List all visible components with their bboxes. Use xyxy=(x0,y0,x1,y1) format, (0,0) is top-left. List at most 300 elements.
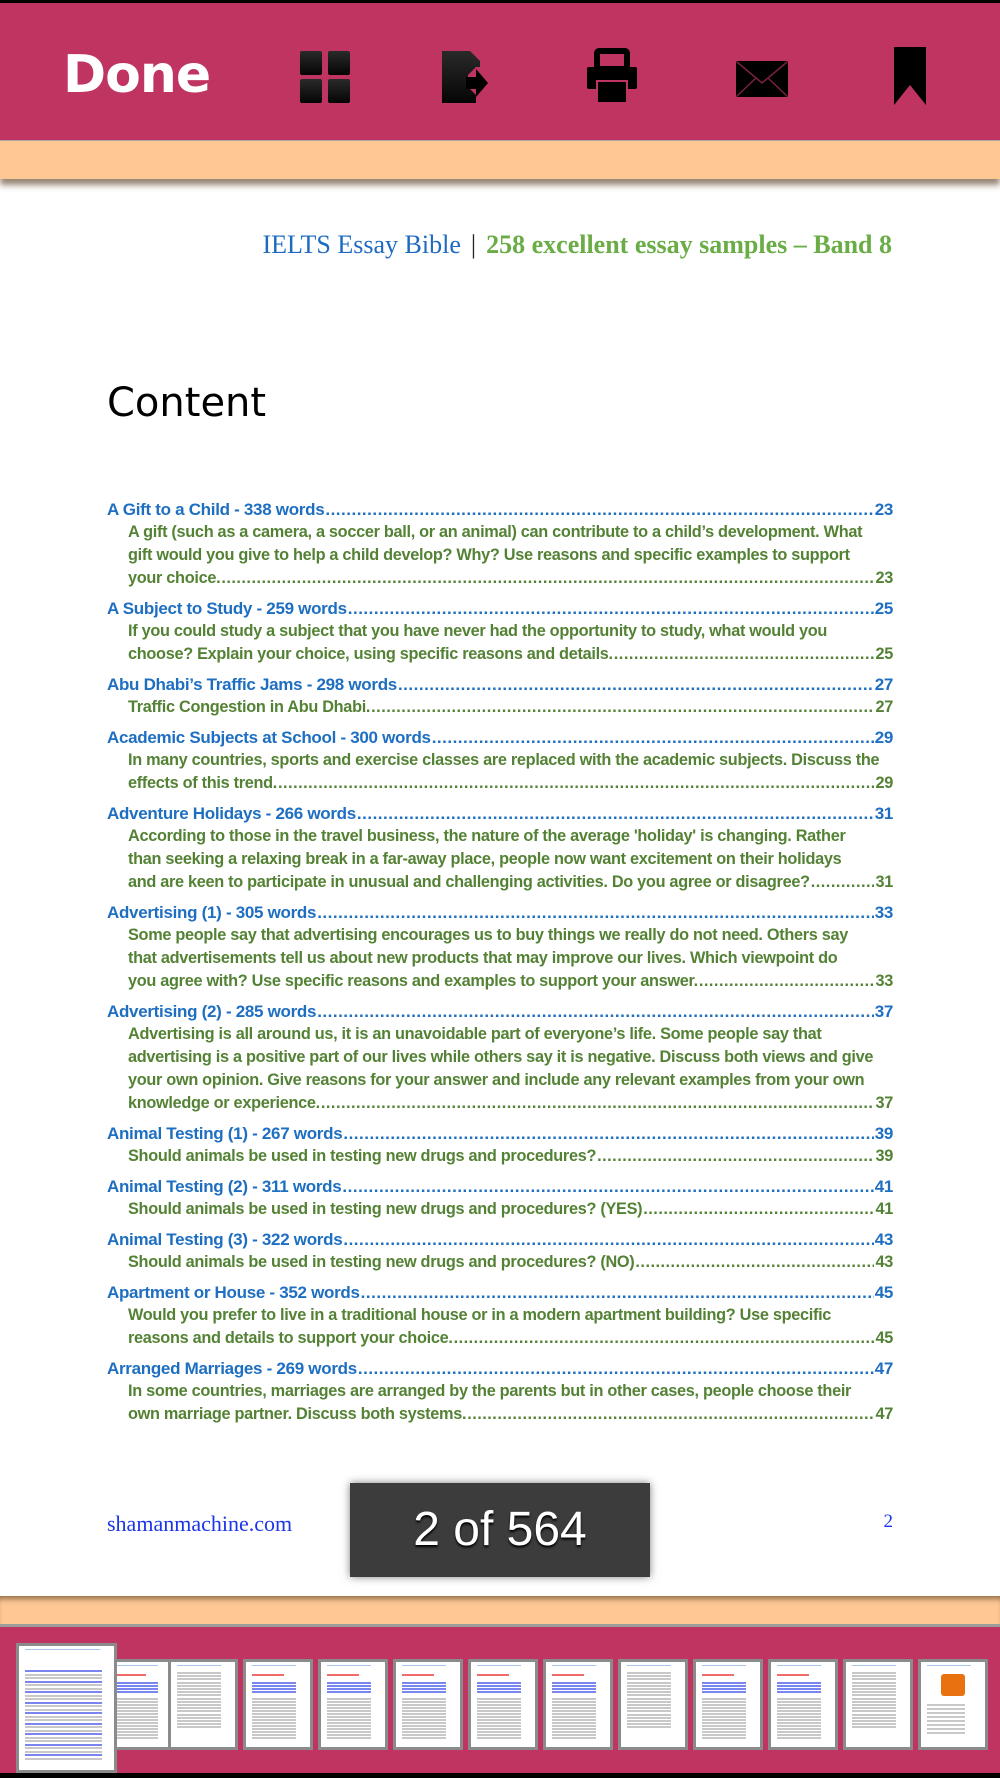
toc-subtitle-text: Some people say that advertising encourages us to buy things we really do not need. Others say xyxy=(128,926,849,944)
thumbnail-text-line xyxy=(702,1688,746,1690)
thumbnail-text-line xyxy=(114,1685,158,1687)
toc-title-link[interactable] xyxy=(107,673,893,696)
thumbnail-text-line xyxy=(852,1682,896,1684)
toc-page-number: 37 xyxy=(875,1094,893,1112)
thumbnail-text-line xyxy=(177,1675,221,1677)
thumbnail-text-line xyxy=(177,1698,221,1700)
thumbnail-text-line xyxy=(852,1723,896,1725)
thumbnail-text-line xyxy=(402,1701,446,1703)
toc-subtitle-link[interactable] xyxy=(107,1251,893,1274)
toc-subtitle-text: that advertisements tell us about new products that may improve our lives. Which viewpoint do xyxy=(128,949,838,967)
thumbnail-text-line xyxy=(852,1698,896,1700)
thumbnail-text-line xyxy=(552,1722,596,1724)
thumbnail-text-line xyxy=(252,1719,296,1721)
thumbnail-text-line xyxy=(777,1731,821,1733)
thumbnail-text-line xyxy=(402,1737,446,1739)
toc-title-link[interactable] xyxy=(107,498,893,521)
thumbnail-text-line xyxy=(777,1728,821,1730)
thumbnail-text-line xyxy=(852,1691,896,1693)
thumbnail-text-line xyxy=(702,1707,746,1709)
thumbnail-text-line xyxy=(702,1698,746,1700)
page-thumbnail[interactable] xyxy=(918,1659,988,1750)
toc-subtitle-text: In many countries, sports and exercise classes are replaced with the academic subjects. Discuss the xyxy=(128,751,880,769)
toc-subtitle-text: Would you prefer to live in a traditional house or in a modern apartment building? Use specific xyxy=(128,1306,832,1324)
thumbnail-text-line xyxy=(25,1670,102,1672)
thumbnail-text-line xyxy=(477,1713,521,1715)
thumbnail-text-line xyxy=(477,1704,521,1706)
thumbnail-text-line xyxy=(927,1665,971,1666)
page-thumbnail[interactable] xyxy=(243,1659,313,1750)
thumbnail-text-line xyxy=(252,1704,296,1706)
thumbnail-text-line xyxy=(402,1710,446,1712)
thumbnail-text-line xyxy=(477,1665,521,1666)
thumbnail-text-line xyxy=(777,1722,821,1724)
thumbnail-text-line xyxy=(627,1698,671,1700)
thumbnail-text-line xyxy=(552,1698,596,1700)
thumbnail-text-line xyxy=(777,1698,821,1700)
toc-title-link[interactable] xyxy=(107,1228,893,1251)
toc-subtitle-line xyxy=(128,544,893,567)
thumbnail-text-line xyxy=(702,1719,746,1721)
toc-page-number: 45 xyxy=(875,1329,893,1347)
thumbnail-text-line xyxy=(627,1694,671,1696)
thumbnail-text-line xyxy=(252,1707,296,1709)
toc-title-link[interactable] xyxy=(107,1357,893,1380)
toc-subtitle-text: If you could study a subject that you have never had the opportunity to study, what would you xyxy=(128,622,828,640)
thumbnail-text-line xyxy=(627,1675,671,1677)
toc-subtitle-text: knowledge or experience. xyxy=(128,1094,320,1112)
toc-leader-dots xyxy=(643,1198,874,1221)
toc-subtitle-text: Advertising is all around us, it is an unavoidable part of everyone’s life. Some people say that xyxy=(128,1025,822,1043)
thumbnail-text-line xyxy=(477,1725,521,1727)
page-thumbnail[interactable] xyxy=(168,1659,238,1750)
thumbnail-text-line xyxy=(927,1708,965,1710)
thumbnail-text-line xyxy=(402,1734,446,1736)
thumbnail-text-line xyxy=(477,1734,521,1736)
thumbnail-text-line xyxy=(552,1688,596,1690)
toc-subtitle-line xyxy=(128,848,893,871)
toc-page-number: 43 xyxy=(874,1230,893,1249)
toc-subtitle-link[interactable] xyxy=(107,1198,893,1221)
export-icon[interactable] xyxy=(438,47,494,107)
thumbnail-text-line xyxy=(627,1714,671,1716)
toc-subtitle-text: effects of this trend. xyxy=(128,774,277,792)
thumbnail-text-line xyxy=(552,1665,596,1666)
page-thumbnail[interactable] xyxy=(768,1659,838,1750)
thumbnail-text-line xyxy=(25,1705,102,1707)
toc-subtitle-line xyxy=(128,1092,893,1115)
toc-subtitle-line xyxy=(128,749,893,772)
thumbnail-text-line xyxy=(114,1734,158,1736)
thumbnail-text-line xyxy=(927,1712,965,1714)
toc-subtitle-text: Traffic Congestion in Abu Dhabi. xyxy=(128,698,371,716)
toc-subtitle-line xyxy=(128,970,893,993)
toc-subtitle-link[interactable] xyxy=(107,1380,893,1426)
thumbnail-text-line xyxy=(114,1704,158,1706)
toc-title-link[interactable] xyxy=(107,901,893,924)
header-separator: | xyxy=(470,230,477,259)
page-thumbnail[interactable] xyxy=(468,1659,538,1750)
thumbnail-text-line xyxy=(25,1684,102,1686)
toc-subtitle-link[interactable] xyxy=(107,620,893,666)
toc-title-link[interactable] xyxy=(107,1122,893,1145)
toc-page-number: 47 xyxy=(874,1359,893,1378)
toc-page-number: 31 xyxy=(874,804,893,823)
thumbnail-text-line xyxy=(25,1737,102,1739)
thumbnail-text-line xyxy=(402,1716,446,1718)
thumbnail-text-line xyxy=(477,1722,521,1724)
toc-page-number: 25 xyxy=(874,599,893,618)
toc-entry xyxy=(107,1000,893,1115)
thumbnail-text-line xyxy=(477,1716,521,1718)
thumbnail-text-line xyxy=(177,1678,221,1680)
toc-subtitle-link[interactable] xyxy=(107,924,893,993)
toc-page-number: 41 xyxy=(874,1177,893,1196)
page-thumbnail[interactable] xyxy=(693,1659,763,1750)
page-title: Content xyxy=(107,380,267,426)
toc-subtitle-link[interactable] xyxy=(107,1023,893,1115)
toc-page-number: 27 xyxy=(875,698,893,716)
thumbnail-text-line xyxy=(252,1728,296,1730)
thumbnail-text-line xyxy=(177,1704,221,1706)
toc-title-link[interactable] xyxy=(107,1000,893,1023)
toc-title-link[interactable] xyxy=(107,1281,893,1304)
toolbar xyxy=(0,3,1000,142)
toc-page-number: 27 xyxy=(874,675,893,694)
thumbnail-text-line xyxy=(477,1719,521,1721)
thumbnail-text-line xyxy=(327,1698,371,1700)
toc-leader-dots xyxy=(325,498,873,521)
thumbnail-text-line xyxy=(402,1722,446,1724)
toc-subtitle-line xyxy=(128,1023,893,1046)
thumbnail-text-line xyxy=(777,1704,821,1706)
thumbnail-text-line xyxy=(177,1720,221,1722)
toc-title-link[interactable] xyxy=(107,1175,893,1198)
thumbnail-text-line xyxy=(927,1732,965,1734)
thumbnail-text-line xyxy=(25,1747,102,1749)
page-thumbnail-selected[interactable] xyxy=(16,1643,117,1773)
toc-entry xyxy=(107,1122,893,1168)
thumbnail-text-line xyxy=(25,1730,102,1732)
thumbnail-text-line xyxy=(114,1731,158,1733)
thumbnail-text-line xyxy=(177,1714,221,1716)
toc-subtitle-link[interactable] xyxy=(107,825,893,894)
toc-subtitle-text: your choice. xyxy=(128,569,221,587)
toc-title-text: Animal Testing (3) - 322 words xyxy=(107,1230,343,1249)
thumbnail-text-line xyxy=(252,1674,284,1676)
toc-subtitle-line xyxy=(128,1046,893,1069)
thumbnail-text-line xyxy=(252,1698,296,1700)
thumbnail-text-line xyxy=(114,1698,158,1700)
toc-title-text: A Subject to Study - 259 words xyxy=(107,599,347,618)
toc-leader-dots xyxy=(454,1327,875,1350)
thumbnail-text-line xyxy=(25,1649,100,1650)
thumbnail-text-line xyxy=(627,1720,671,1722)
thumbnail-text-line xyxy=(327,1685,371,1687)
toc-title-text: Animal Testing (2) - 311 words xyxy=(107,1177,342,1196)
thumbnail-text-line xyxy=(477,1698,521,1700)
thumbnail-text-line xyxy=(25,1758,102,1760)
page-thumbnail[interactable] xyxy=(318,1659,388,1750)
thumbnail-text-line xyxy=(477,1731,521,1733)
thumbnail-text-line xyxy=(177,1682,221,1684)
toc-leader-dots xyxy=(699,970,875,993)
thumbnail-text-line xyxy=(114,1719,158,1721)
thumbnail-text-line xyxy=(25,1751,102,1753)
thumbnail-text-line xyxy=(327,1674,359,1676)
thumbnail-text-line xyxy=(177,1707,221,1709)
thumbnail-text-line xyxy=(477,1685,521,1687)
thumbnail-text-line xyxy=(777,1719,821,1721)
page-thumbnail[interactable] xyxy=(393,1659,463,1750)
toc-subtitle-line xyxy=(128,1403,893,1426)
thumbnail-text-line xyxy=(114,1737,158,1739)
toc-leader-dots xyxy=(597,1145,874,1168)
thumbnail-text-line xyxy=(252,1734,296,1736)
thumbnail-text-line xyxy=(552,1674,584,1676)
thumbnail-text-line xyxy=(552,1682,596,1684)
toc-leader-dots xyxy=(614,643,875,666)
thumbnail-text-line xyxy=(252,1685,296,1687)
thumbnail-strip[interactable] xyxy=(0,1627,1000,1773)
toc-title-text: Animal Testing (1) - 267 words xyxy=(107,1124,343,1143)
thumbnail-text-line xyxy=(402,1728,446,1730)
thumbnail-text-line xyxy=(702,1713,746,1715)
toc-title-link[interactable] xyxy=(107,802,893,825)
thumbnail-text-line xyxy=(702,1701,746,1703)
thumbnail-text-line xyxy=(402,1691,446,1693)
thumbnail-shadow-band xyxy=(0,1596,1000,1627)
toc-subtitle-text: advertising is a positive part of our lives while others say it is negative. Discuss both views and give xyxy=(128,1048,874,1066)
toc-subtitle-line xyxy=(128,947,893,970)
grid-icon[interactable] xyxy=(298,47,354,107)
thumbnail-text-line xyxy=(327,1728,371,1730)
thumbnail-text-line xyxy=(852,1717,896,1719)
thumbnail-text-line xyxy=(25,1677,102,1679)
thumbnail-text-line xyxy=(25,1698,102,1700)
thumbnail-text-line xyxy=(25,1744,102,1746)
page-indicator: 2 of 564 xyxy=(350,1483,650,1577)
thumbnail-text-line xyxy=(852,1714,896,1716)
thumbnail-text-line xyxy=(402,1704,446,1706)
thumbnail-text-line xyxy=(477,1691,521,1693)
thumbnail-text-line xyxy=(25,1712,102,1714)
thumbnail-text-line xyxy=(702,1691,746,1693)
toc-page-number: 47 xyxy=(875,1405,893,1423)
document-page[interactable] xyxy=(0,178,1000,1596)
bookmark-icon[interactable] xyxy=(884,47,940,107)
thumbnail-text-line xyxy=(114,1674,146,1676)
thumbnail-text-line xyxy=(114,1665,158,1666)
thumbnail-text-line xyxy=(627,1672,671,1674)
toc-subtitle-link[interactable] xyxy=(107,749,893,795)
thumbnail-text-line xyxy=(327,1713,371,1715)
thumbnail-text-line xyxy=(114,1701,158,1703)
toc-page-number: 39 xyxy=(875,1147,893,1165)
thumbnail-text-line xyxy=(252,1710,296,1712)
thumbnail-text-line xyxy=(177,1694,221,1696)
toc-title-text: Advertising (2) - 285 words xyxy=(107,1002,317,1021)
toc-entry xyxy=(107,1281,893,1350)
toc-subtitle-text: than seeking a relaxing break in a far-away place, people now want excitement on their holidays xyxy=(128,850,842,868)
footer-link[interactable]: shamanmachine.com xyxy=(107,1511,293,1536)
toc-subtitle-line xyxy=(128,1145,893,1168)
thumbnail-text-line xyxy=(114,1710,158,1712)
thumbnail-text-line xyxy=(114,1725,158,1727)
thumbnail-text-line xyxy=(552,1734,596,1736)
thumbnail-text-line xyxy=(327,1688,371,1690)
thumbnail-text-line xyxy=(25,1723,102,1725)
thumbnail-text-line xyxy=(702,1674,734,1676)
toc-subtitle-line xyxy=(128,924,893,947)
thumbnail-text-line xyxy=(552,1713,596,1715)
thumbnail-text-line xyxy=(177,1665,221,1666)
thumbnail-text-line xyxy=(852,1707,896,1709)
thumbnail-text-line xyxy=(252,1682,296,1684)
toc-subtitle-link[interactable] xyxy=(107,521,893,590)
thumbnail-text-line xyxy=(627,1701,671,1703)
thumbnail-text-line xyxy=(777,1685,821,1687)
thumbnail-text-line xyxy=(777,1734,821,1736)
thumbnail-text-line xyxy=(552,1685,596,1687)
toc-leader-dots xyxy=(371,696,874,719)
mail-icon[interactable] xyxy=(734,47,790,107)
thumbnail-text-line xyxy=(327,1710,371,1712)
thumbnail-text-line xyxy=(927,1720,965,1722)
thumbnail-text-line xyxy=(252,1688,296,1690)
toc-subtitle-line xyxy=(128,772,893,795)
thumbnail-text-line xyxy=(852,1675,896,1677)
thumbnail-text-line xyxy=(477,1674,509,1676)
toc-title-text: Adventure Holidays - 266 words xyxy=(107,804,356,823)
thumbnail-text-line xyxy=(552,1731,596,1733)
toc-subtitle-link[interactable] xyxy=(107,696,893,719)
thumbnail-text-line xyxy=(627,1704,671,1706)
thumbnail-text-line xyxy=(552,1707,596,1709)
thumbnail-text-line xyxy=(114,1713,158,1715)
thumbnail-text-line xyxy=(327,1716,371,1718)
thumbnail-text-line xyxy=(25,1726,102,1728)
toc-entry xyxy=(107,802,893,894)
thumbnail-text-line xyxy=(252,1725,296,1727)
thumbnail-text-line xyxy=(477,1682,521,1684)
page-thumbnail[interactable] xyxy=(843,1659,913,1750)
thumbnail-text-line xyxy=(777,1691,821,1693)
thumbnail-text-line xyxy=(252,1737,296,1739)
thumbnail-text-line xyxy=(552,1710,596,1712)
toc-leader-dots xyxy=(635,1251,874,1274)
thumbnail-text-line xyxy=(25,1702,102,1704)
done-button[interactable]: Done xyxy=(63,45,211,105)
thumbnail-text-line xyxy=(627,1665,671,1666)
thumbnail-text-line xyxy=(552,1728,596,1730)
toc-subtitle-line xyxy=(128,1251,893,1274)
thumbnail-text-line xyxy=(477,1707,521,1709)
thumbnail-text-line xyxy=(627,1707,671,1709)
thumbnail-text-line xyxy=(702,1710,746,1712)
toc-page-number: 25 xyxy=(875,645,893,663)
toc-subtitle-text: Should animals be used in testing new drugs and procedures? (YES) xyxy=(128,1200,643,1218)
toc-leader-dots xyxy=(321,1092,875,1115)
header-title: IELTS Essay Bible xyxy=(262,230,461,259)
thumbnail-text-line xyxy=(702,1722,746,1724)
thumbnail-text-line xyxy=(702,1731,746,1733)
toc-page-number: 23 xyxy=(874,500,893,519)
toc-entry xyxy=(107,597,893,666)
print-icon[interactable] xyxy=(585,47,641,107)
toc-subtitle-text: Should animals be used in testing new drugs and procedures? (NO) xyxy=(128,1253,635,1271)
toc-leader-dots xyxy=(343,1228,873,1251)
thumbnail-text-line xyxy=(25,1688,102,1690)
toc-page-number: 43 xyxy=(875,1253,893,1271)
thumbnail-text-line xyxy=(252,1691,296,1693)
thumbnail-text-line xyxy=(477,1710,521,1712)
thumbnail-text-line xyxy=(777,1713,821,1715)
thumbnail-text-line xyxy=(327,1682,371,1684)
table-of-contents xyxy=(107,498,893,1433)
toc-subtitle-link[interactable] xyxy=(107,1304,893,1350)
toc-subtitle-text: A gift (such as a camera, a soccer ball, or an animal) can contribute to a child’s development. What xyxy=(128,523,863,541)
toc-subtitle-line xyxy=(128,643,893,666)
header-subtitle: 258 excellent essay samples – Band 8 xyxy=(486,230,892,259)
thumbnail-text-line xyxy=(402,1682,446,1684)
thumbnail-text-line xyxy=(627,1723,671,1725)
thumbnail-text-line xyxy=(777,1707,821,1709)
thumbnail-text-line xyxy=(402,1707,446,1709)
toc-subtitle-text: In some countries, marriages are arranged by the parents but in other cases, people choose their xyxy=(128,1382,852,1400)
thumbnail-text-line xyxy=(25,1691,102,1693)
toc-subtitle-text: and are keen to participate in unusual and challenging activities. Do you agree or disagree? xyxy=(128,873,810,891)
thumbnail-text-line xyxy=(327,1725,371,1727)
thumbnail-text-line xyxy=(114,1707,158,1709)
toc-page-number: 31 xyxy=(875,873,893,891)
thumbnail-text-line xyxy=(477,1688,521,1690)
toc-subtitle-text: gift would you give to help a child develop? Why? Use reasons and specific examples to support xyxy=(128,546,850,564)
thumbnail-text-line xyxy=(852,1678,896,1680)
thumbnail-text-line xyxy=(552,1716,596,1718)
toc-leader-dots xyxy=(467,1403,874,1426)
toc-page-number: 37 xyxy=(874,1002,893,1021)
toc-subtitle-link[interactable] xyxy=(107,1145,893,1168)
page-thumbnail[interactable] xyxy=(543,1659,613,1750)
toc-leader-dots xyxy=(361,1281,874,1304)
toc-leader-dots xyxy=(342,1175,873,1198)
toc-subtitle-line xyxy=(128,521,893,544)
thumbnail-text-line xyxy=(702,1685,746,1687)
toc-title-link[interactable] xyxy=(107,726,893,749)
thumbnail-text-line xyxy=(627,1678,671,1680)
thumbnail-cup-icon xyxy=(941,1674,965,1696)
thumbnail-text-line xyxy=(627,1717,671,1719)
toc-title-link[interactable] xyxy=(107,597,893,620)
page-thumbnail[interactable] xyxy=(618,1659,688,1750)
thumbnail-text-line xyxy=(252,1716,296,1718)
toc-leader-dots xyxy=(221,567,874,590)
toc-subtitle-text: your own opinion. Give reasons for your answer and include any relevant examples from your own xyxy=(128,1071,865,1089)
toc-page-number: 23 xyxy=(875,569,893,587)
thumbnail-text-line xyxy=(552,1704,596,1706)
thumbnail-text-line xyxy=(177,1685,221,1687)
thumbnail-text-line xyxy=(402,1685,446,1687)
thumbnail-text-line xyxy=(402,1713,446,1715)
thumbnail-text-line xyxy=(327,1734,371,1736)
toc-subtitle-line xyxy=(128,696,893,719)
thumbnail-text-line xyxy=(852,1710,896,1712)
thumbnail-text-line xyxy=(25,1740,102,1742)
toc-subtitle-text: you agree with? Use specific reasons and examples to support your answer. xyxy=(128,972,698,990)
toc-page-number: 45 xyxy=(874,1283,893,1302)
toc-entry xyxy=(107,1228,893,1274)
